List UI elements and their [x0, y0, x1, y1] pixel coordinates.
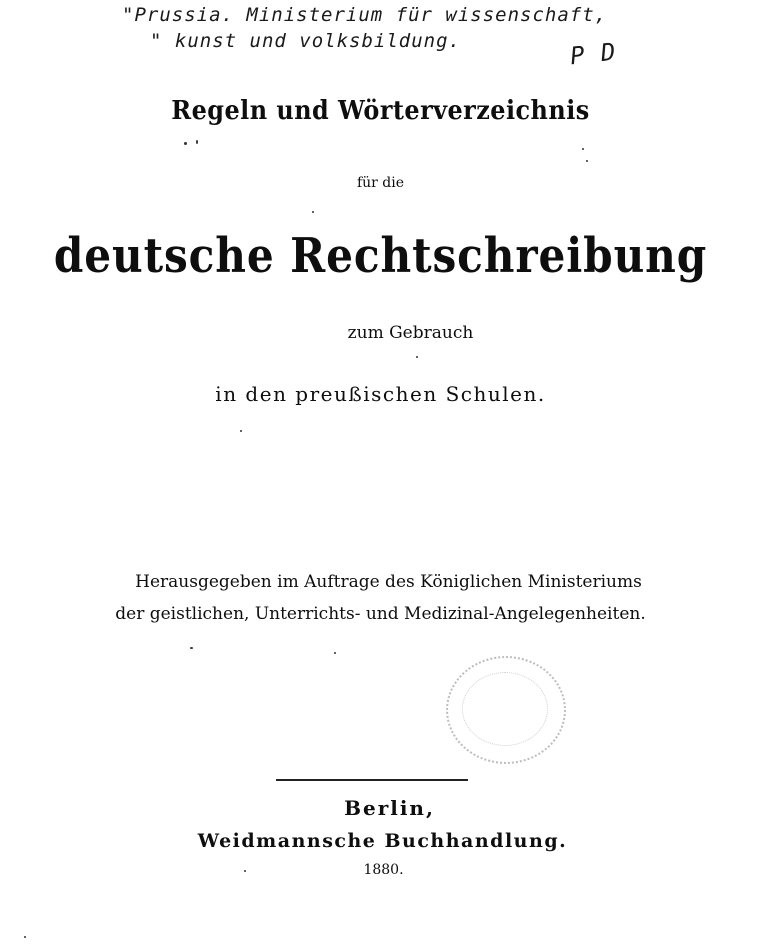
main-title-german-orthography: deutsche Rechtschreibung: [53, 228, 708, 284]
scan-speck: [24, 936, 26, 938]
title-line-for-the: für die: [356, 175, 405, 191]
imprint-place: Berlin,: [344, 796, 435, 820]
imprint-year: 1880.: [363, 862, 404, 878]
scan-speck: [334, 652, 336, 654]
scan-speck: [416, 356, 418, 358]
scan-speck: [582, 148, 584, 150]
title-line-rules-and-glossary: Regeln und Wörterverzeichnis: [171, 96, 590, 126]
imprint-publisher: Weidmannsche Buchhandlung.: [197, 830, 568, 852]
scan-speck: [586, 160, 588, 162]
scan-speck: [312, 211, 314, 213]
scan-speck: [196, 140, 198, 144]
scan-speck: [190, 647, 193, 649]
title-line-prussian-schools: in den preußischen Schulen.: [215, 382, 546, 406]
handwritten-initials: P D: [568, 37, 618, 71]
publisher-note-line-2: der geistlichen, Unterrichts- und Medizinal-Angelegenheiten.: [115, 604, 646, 624]
scan-speck: [244, 870, 246, 872]
handwritten-catalog-note-line-2: " kunst und volksbildung.: [150, 30, 461, 52]
title-line-for-use: zum Gebrauch: [347, 323, 474, 343]
handwritten-catalog-note-line-1: "Prussia. Ministerium für wissenschaft,: [122, 4, 608, 26]
scan-speck: [184, 142, 187, 145]
library-stamp-inner: [462, 672, 548, 746]
scan-speck: [240, 430, 242, 432]
imprint-divider-rule: [276, 779, 468, 781]
publisher-note-line-1: Herausgegeben im Auftrage des Königlichen Ministeriums: [135, 572, 642, 592]
